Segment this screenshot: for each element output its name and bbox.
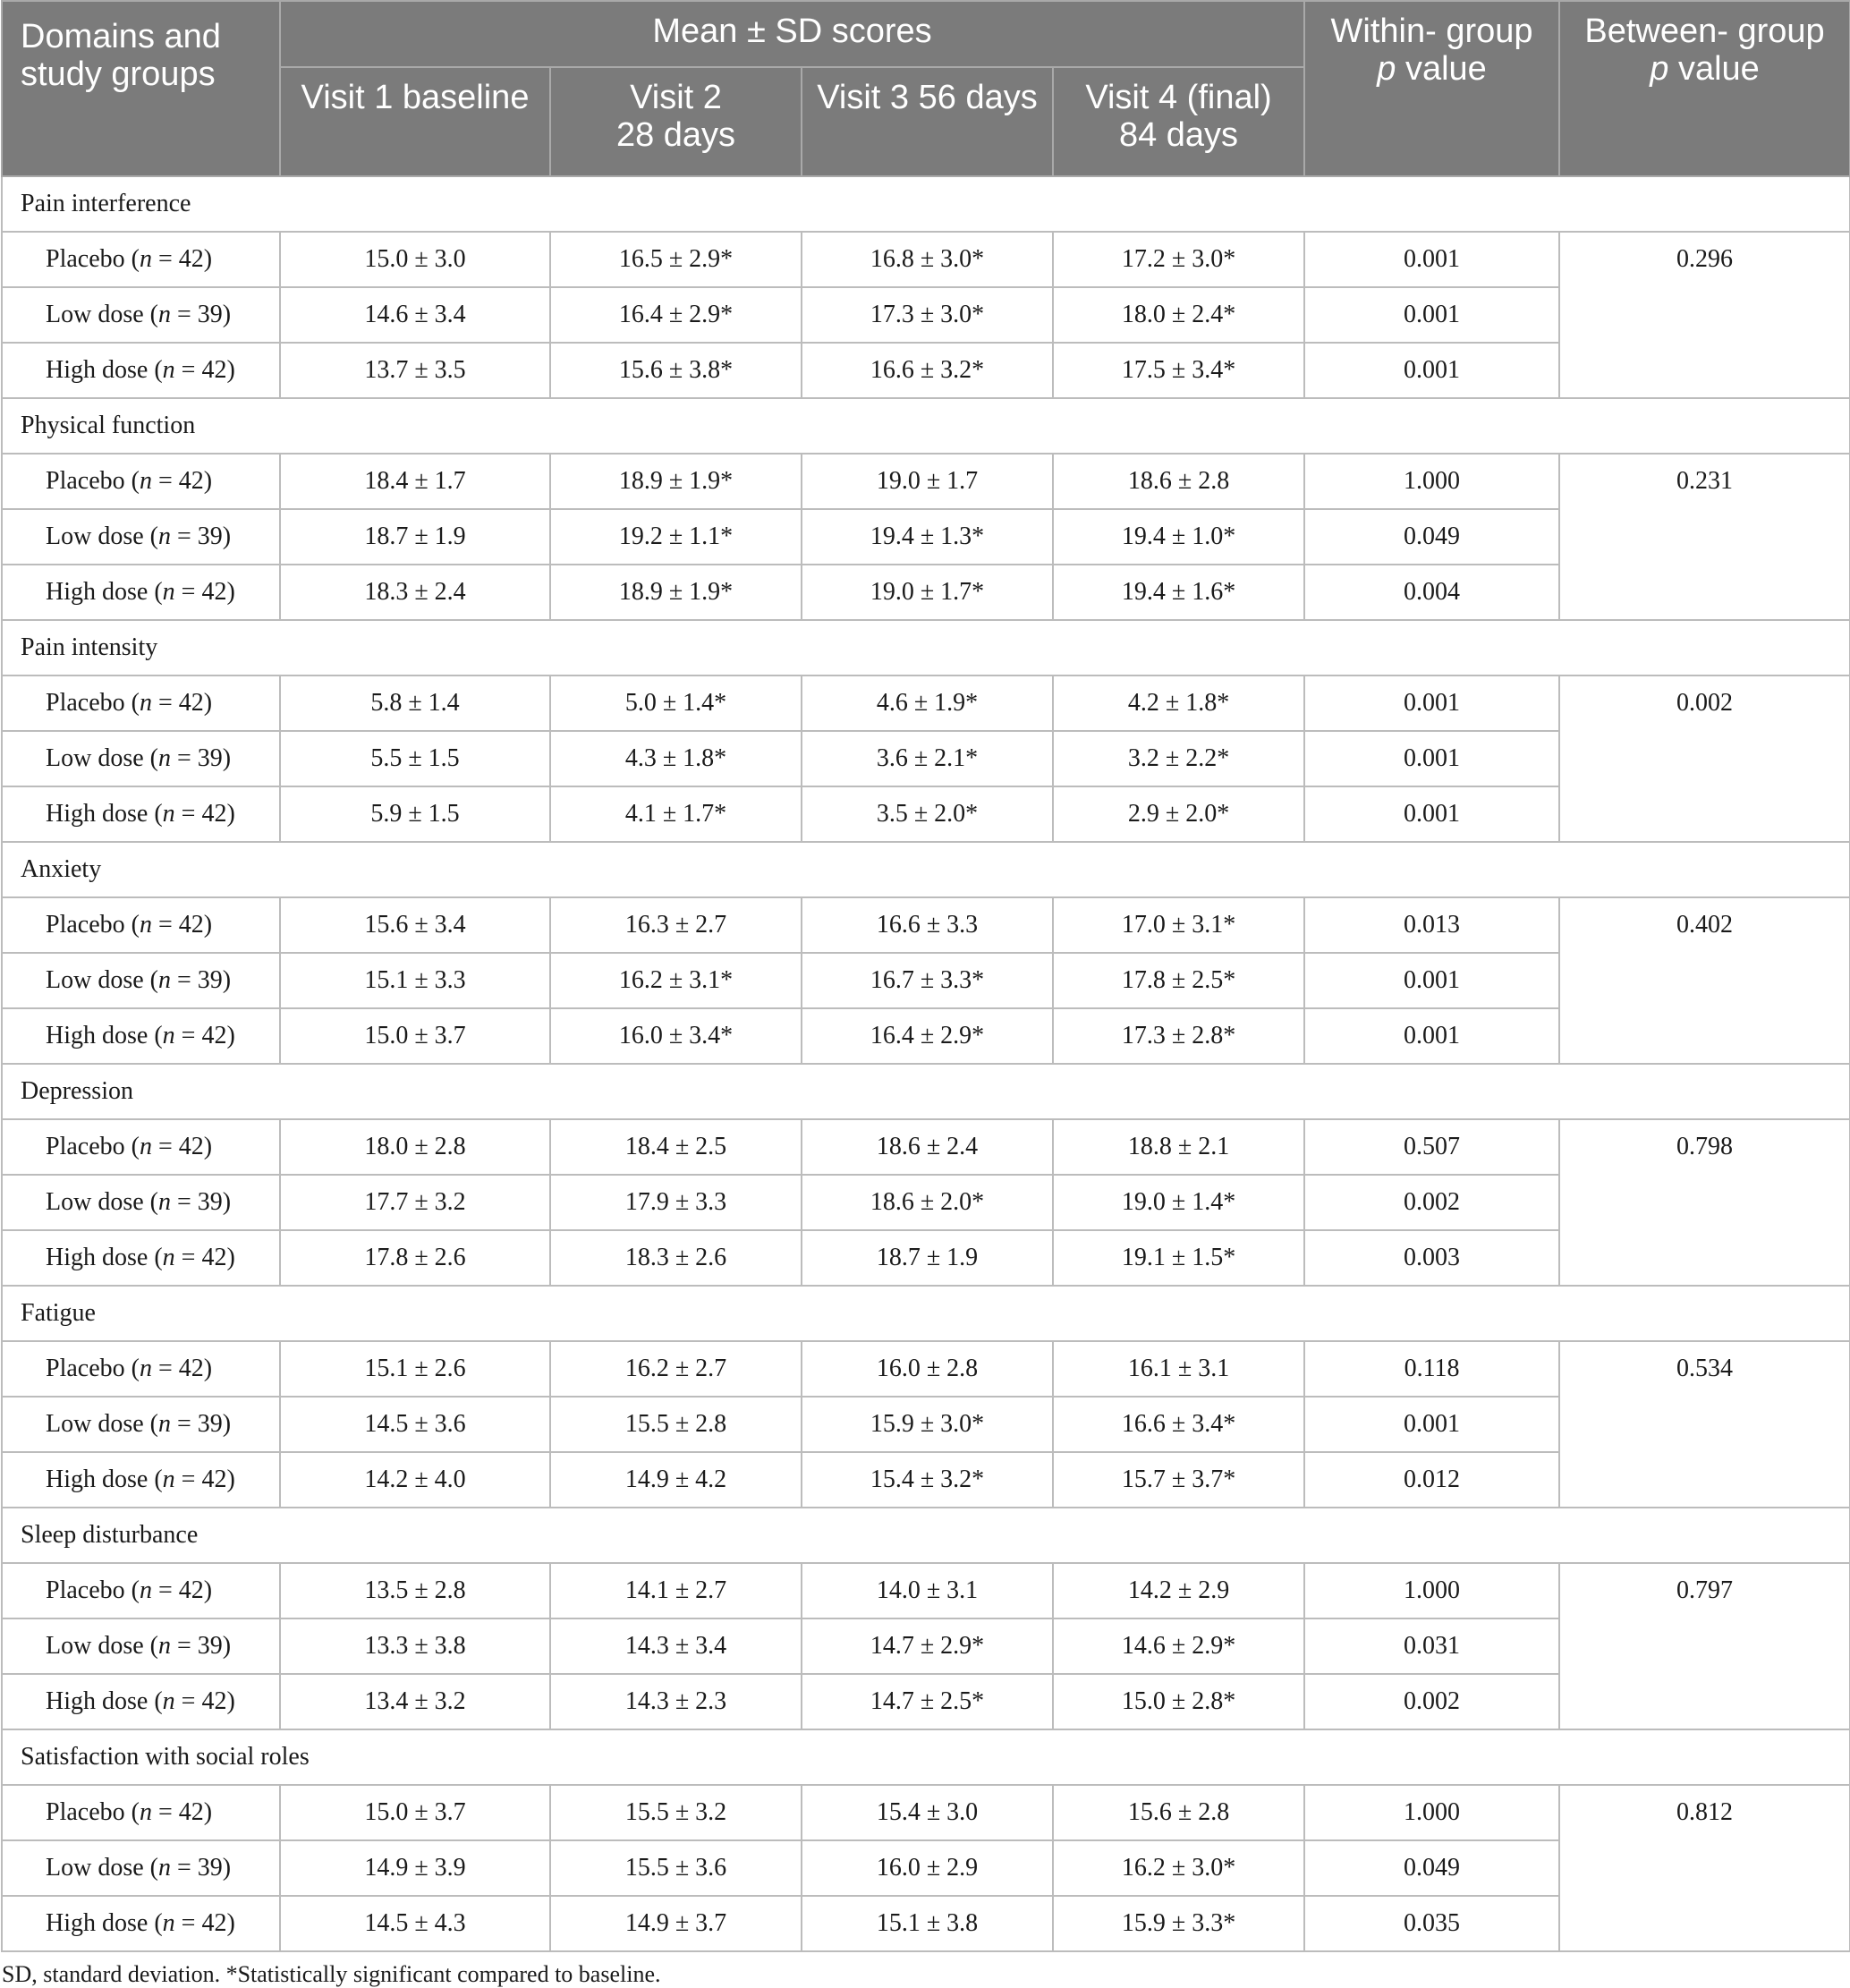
domain-row: [2, 398, 1850, 454]
visit-4-cell: 18.6 ± 2.8: [1053, 454, 1304, 509]
group-label: Low dose (n = 39): [2, 731, 280, 786]
table-row: [2, 1119, 1850, 1175]
header-visit-1: Visit 1 baseline: [280, 67, 550, 176]
visit-2-cell: 4.1 ± 1.7*: [550, 786, 802, 842]
visit-4-cell: 18.0 ± 2.4*: [1053, 287, 1304, 343]
group-label: High dose (n = 42): [2, 1674, 280, 1729]
visit-2-cell: 4.3 ± 1.8*: [550, 731, 802, 786]
within-p-cell: 1.000: [1304, 1563, 1559, 1618]
visit-3-cell: 15.4 ± 3.2*: [802, 1452, 1053, 1508]
visit-4-cell: 19.4 ± 1.0*: [1053, 509, 1304, 565]
visit-1-cell: 13.7 ± 3.5: [280, 343, 550, 398]
within-p-cell: 0.002: [1304, 1175, 1559, 1230]
table-row: [2, 1785, 1850, 1840]
visit-1-cell: 18.7 ± 1.9: [280, 509, 550, 565]
visit-2-cell: 19.2 ± 1.1*: [550, 509, 802, 565]
visit-2-cell: 16.2 ± 3.1*: [550, 953, 802, 1008]
within-p-cell: 0.049: [1304, 509, 1559, 565]
within-p-cell: 0.507: [1304, 1119, 1559, 1175]
visit-1-cell: 14.5 ± 3.6: [280, 1397, 550, 1452]
between-p-cell: 0.296: [1559, 232, 1850, 398]
visit-2-cell: 14.9 ± 4.2: [550, 1452, 802, 1508]
visit-4-cell: 15.0 ± 2.8*: [1053, 1674, 1304, 1729]
results-table: [1, 0, 1850, 1952]
visit-3-cell: 17.3 ± 3.0*: [802, 287, 1053, 343]
within-p-cell: 0.001: [1304, 953, 1559, 1008]
visit-3-cell: 14.7 ± 2.5*: [802, 1674, 1053, 1729]
visit-2-cell: 15.5 ± 3.6: [550, 1840, 802, 1896]
visit-2-cell: 14.1 ± 2.7: [550, 1563, 802, 1618]
group-label: Placebo (n = 42): [2, 232, 280, 287]
visit-4-cell: 17.5 ± 3.4*: [1053, 343, 1304, 398]
within-p-cell: 1.000: [1304, 1785, 1559, 1840]
table-header: [2, 1, 1850, 176]
between-p-cell: 0.534: [1559, 1341, 1850, 1508]
visit-3-cell: 14.0 ± 3.1: [802, 1563, 1053, 1618]
visit-1-cell: 14.9 ± 3.9: [280, 1840, 550, 1896]
visit-3-cell: 16.4 ± 2.9*: [802, 1008, 1053, 1064]
visit-4-cell: 4.2 ± 1.8*: [1053, 675, 1304, 731]
visit-4-cell: 16.2 ± 3.0*: [1053, 1840, 1304, 1896]
visit-2-cell: 16.2 ± 2.7: [550, 1341, 802, 1397]
visit-2-cell: 14.3 ± 2.3: [550, 1674, 802, 1729]
within-p-cell: 0.001: [1304, 786, 1559, 842]
between-p-cell: 0.231: [1559, 454, 1850, 620]
visit-2-cell: 17.9 ± 3.3: [550, 1175, 802, 1230]
visit-4-cell: 17.2 ± 3.0*: [1053, 232, 1304, 287]
visit-4-cell: 19.4 ± 1.6*: [1053, 565, 1304, 620]
visit-1-cell: 13.3 ± 3.8: [280, 1618, 550, 1674]
visit-4-cell: 17.8 ± 2.5*: [1053, 953, 1304, 1008]
group-label: Placebo (n = 42): [2, 454, 280, 509]
visit-3-cell: 19.0 ± 1.7: [802, 454, 1053, 509]
visit-2-cell: 14.9 ± 3.7: [550, 1896, 802, 1951]
visit-3-cell: 18.6 ± 2.0*: [802, 1175, 1053, 1230]
within-p-cell: 0.001: [1304, 1397, 1559, 1452]
visit-4-cell: 3.2 ± 2.2*: [1053, 731, 1304, 786]
within-p-cell: 0.001: [1304, 287, 1559, 343]
visit-1-cell: 15.1 ± 2.6: [280, 1341, 550, 1397]
visit-1-cell: 13.5 ± 2.8: [280, 1563, 550, 1618]
visit-3-cell: 3.6 ± 2.1*: [802, 731, 1053, 786]
visit-3-cell: 16.6 ± 3.3: [802, 897, 1053, 953]
visit-4-cell: 14.6 ± 2.9*: [1053, 1618, 1304, 1674]
visit-3-cell: 15.1 ± 3.8: [802, 1896, 1053, 1951]
domain-row: [2, 176, 1850, 232]
group-label: High dose (n = 42): [2, 1008, 280, 1064]
visit-3-cell: 18.6 ± 2.4: [802, 1119, 1053, 1175]
visit-4-cell: 16.1 ± 3.1: [1053, 1341, 1304, 1397]
table-row: [2, 1563, 1850, 1618]
group-label: Placebo (n = 42): [2, 675, 280, 731]
domain-row: [2, 1729, 1850, 1785]
header-visit-2: Visit 2 28 days: [550, 67, 802, 176]
header-visit-3: Visit 3 56 days: [802, 67, 1053, 176]
visit-3-cell: 3.5 ± 2.0*: [802, 786, 1053, 842]
visit-3-cell: 14.7 ± 2.9*: [802, 1618, 1053, 1674]
visit-3-cell: 19.4 ± 1.3*: [802, 509, 1053, 565]
visit-1-cell: 5.9 ± 1.5: [280, 786, 550, 842]
domain-label: Fatigue: [2, 1286, 1850, 1341]
visit-3-cell: 16.7 ± 3.3*: [802, 953, 1053, 1008]
within-p-cell: 0.004: [1304, 565, 1559, 620]
within-p-cell: 0.031: [1304, 1618, 1559, 1674]
within-p-cell: 0.012: [1304, 1452, 1559, 1508]
visit-3-cell: 4.6 ± 1.9*: [802, 675, 1053, 731]
visit-1-cell: 15.1 ± 3.3: [280, 953, 550, 1008]
header-mean-sd: Mean ± SD scores: [280, 1, 1304, 67]
visit-1-cell: 17.7 ± 3.2: [280, 1175, 550, 1230]
visit-1-cell: 14.2 ± 4.0: [280, 1452, 550, 1508]
within-p-cell: 0.049: [1304, 1840, 1559, 1896]
visit-2-cell: 16.3 ± 2.7: [550, 897, 802, 953]
between-p-cell: 0.002: [1559, 675, 1850, 842]
visit-3-cell: 15.4 ± 3.0: [802, 1785, 1053, 1840]
visit-1-cell: 15.0 ± 3.7: [280, 1785, 550, 1840]
within-p-cell: 0.001: [1304, 343, 1559, 398]
table-row: [2, 1341, 1850, 1397]
domain-row: [2, 1286, 1850, 1341]
domain-label: Sleep disturbance: [2, 1508, 1850, 1563]
header-between-p: Between- group p value: [1559, 1, 1850, 176]
visit-2-cell: 15.5 ± 3.2: [550, 1785, 802, 1840]
group-label: High dose (n = 42): [2, 343, 280, 398]
visit-1-cell: 18.4 ± 1.7: [280, 454, 550, 509]
visit-2-cell: 16.5 ± 2.9*: [550, 232, 802, 287]
between-p-cell: 0.402: [1559, 897, 1850, 1064]
visit-2-cell: 18.9 ± 1.9*: [550, 565, 802, 620]
group-label: High dose (n = 42): [2, 1896, 280, 1951]
within-p-cell: 0.001: [1304, 675, 1559, 731]
visit-1-cell: 15.0 ± 3.0: [280, 232, 550, 287]
group-label: Low dose (n = 39): [2, 953, 280, 1008]
between-p-cell: 0.798: [1559, 1119, 1850, 1286]
table-row: [2, 897, 1850, 953]
visit-2-cell: 15.5 ± 2.8: [550, 1397, 802, 1452]
domain-label: Pain intensity: [2, 620, 1850, 675]
visit-1-cell: 18.3 ± 2.4: [280, 565, 550, 620]
visit-1-cell: 14.5 ± 4.3: [280, 1896, 550, 1951]
visit-4-cell: 17.0 ± 3.1*: [1053, 897, 1304, 953]
within-p-cell: 0.035: [1304, 1896, 1559, 1951]
between-p-cell: 0.797: [1559, 1563, 1850, 1729]
group-label: Placebo (n = 42): [2, 1785, 280, 1840]
visit-1-cell: 15.0 ± 3.7: [280, 1008, 550, 1064]
domain-row: [2, 1508, 1850, 1563]
visit-2-cell: 18.9 ± 1.9*: [550, 454, 802, 509]
within-p-cell: 0.003: [1304, 1230, 1559, 1286]
visit-2-cell: 18.4 ± 2.5: [550, 1119, 802, 1175]
visit-1-cell: 5.8 ± 1.4: [280, 675, 550, 731]
domain-label: Pain interference: [2, 176, 1850, 232]
visit-3-cell: 16.0 ± 2.9: [802, 1840, 1053, 1896]
visit-1-cell: 5.5 ± 1.5: [280, 731, 550, 786]
visit-1-cell: 15.6 ± 3.4: [280, 897, 550, 953]
group-label: Placebo (n = 42): [2, 1341, 280, 1397]
table-row: [2, 675, 1850, 731]
domain-row: [2, 620, 1850, 675]
visit-2-cell: 5.0 ± 1.4*: [550, 675, 802, 731]
header-domains: Domains and study groups: [2, 1, 280, 176]
group-label: Low dose (n = 39): [2, 509, 280, 565]
domain-label: Depression: [2, 1064, 1850, 1119]
group-label: Low dose (n = 39): [2, 1175, 280, 1230]
visit-4-cell: 14.2 ± 2.9: [1053, 1563, 1304, 1618]
group-label: Low dose (n = 39): [2, 1840, 280, 1896]
group-label: Placebo (n = 42): [2, 1563, 280, 1618]
group-label: Low dose (n = 39): [2, 1618, 280, 1674]
visit-2-cell: 15.6 ± 3.8*: [550, 343, 802, 398]
visit-3-cell: 16.0 ± 2.8: [802, 1341, 1053, 1397]
within-p-cell: 0.001: [1304, 232, 1559, 287]
table-row: [2, 454, 1850, 509]
visit-2-cell: 16.4 ± 2.9*: [550, 287, 802, 343]
visit-4-cell: 19.1 ± 1.5*: [1053, 1230, 1304, 1286]
visit-2-cell: 18.3 ± 2.6: [550, 1230, 802, 1286]
within-p-cell: 0.001: [1304, 1008, 1559, 1064]
domain-label: Anxiety: [2, 842, 1850, 897]
visit-4-cell: 15.7 ± 3.7*: [1053, 1452, 1304, 1508]
group-label: Low dose (n = 39): [2, 1397, 280, 1452]
group-label: Placebo (n = 42): [2, 1119, 280, 1175]
visit-3-cell: 18.7 ± 1.9: [802, 1230, 1053, 1286]
within-p-cell: 0.013: [1304, 897, 1559, 953]
visit-1-cell: 18.0 ± 2.8: [280, 1119, 550, 1175]
visit-1-cell: 13.4 ± 3.2: [280, 1674, 550, 1729]
visit-4-cell: 15.6 ± 2.8: [1053, 1785, 1304, 1840]
group-label: High dose (n = 42): [2, 1452, 280, 1508]
visit-4-cell: 2.9 ± 2.0*: [1053, 786, 1304, 842]
within-p-cell: 0.001: [1304, 731, 1559, 786]
visit-4-cell: 15.9 ± 3.3*: [1053, 1896, 1304, 1951]
within-p-cell: 0.118: [1304, 1341, 1559, 1397]
header-within-p: Within- group p value: [1304, 1, 1559, 176]
table-body: [2, 176, 1850, 1951]
group-label: High dose (n = 42): [2, 565, 280, 620]
group-label: Low dose (n = 39): [2, 287, 280, 343]
visit-4-cell: 16.6 ± 3.4*: [1053, 1397, 1304, 1452]
domain-row: [2, 842, 1850, 897]
visit-3-cell: 16.6 ± 3.2*: [802, 343, 1053, 398]
domain-row: [2, 1064, 1850, 1119]
table-row: [2, 232, 1850, 287]
visit-2-cell: 14.3 ± 3.4: [550, 1618, 802, 1674]
visit-4-cell: 18.8 ± 2.1: [1053, 1119, 1304, 1175]
visit-2-cell: 16.0 ± 3.4*: [550, 1008, 802, 1064]
footnote: SD, standard deviation. *Statistically significant compared to baseline.: [2, 1961, 661, 1987]
visit-4-cell: 17.3 ± 2.8*: [1053, 1008, 1304, 1064]
visit-3-cell: 15.9 ± 3.0*: [802, 1397, 1053, 1452]
visit-4-cell: 19.0 ± 1.4*: [1053, 1175, 1304, 1230]
visit-3-cell: 19.0 ± 1.7*: [802, 565, 1053, 620]
group-label: Placebo (n = 42): [2, 897, 280, 953]
visit-3-cell: 16.8 ± 3.0*: [802, 232, 1053, 287]
between-p-cell: 0.812: [1559, 1785, 1850, 1951]
visit-1-cell: 17.8 ± 2.6: [280, 1230, 550, 1286]
group-label: High dose (n = 42): [2, 786, 280, 842]
header-visit-4: Visit 4 (final) 84 days: [1053, 67, 1304, 176]
within-p-cell: 0.002: [1304, 1674, 1559, 1729]
domain-label: Satisfaction with social roles: [2, 1729, 1850, 1785]
within-p-cell: 1.000: [1304, 454, 1559, 509]
group-label: High dose (n = 42): [2, 1230, 280, 1286]
visit-1-cell: 14.6 ± 3.4: [280, 287, 550, 343]
domain-label: Physical function: [2, 398, 1850, 454]
